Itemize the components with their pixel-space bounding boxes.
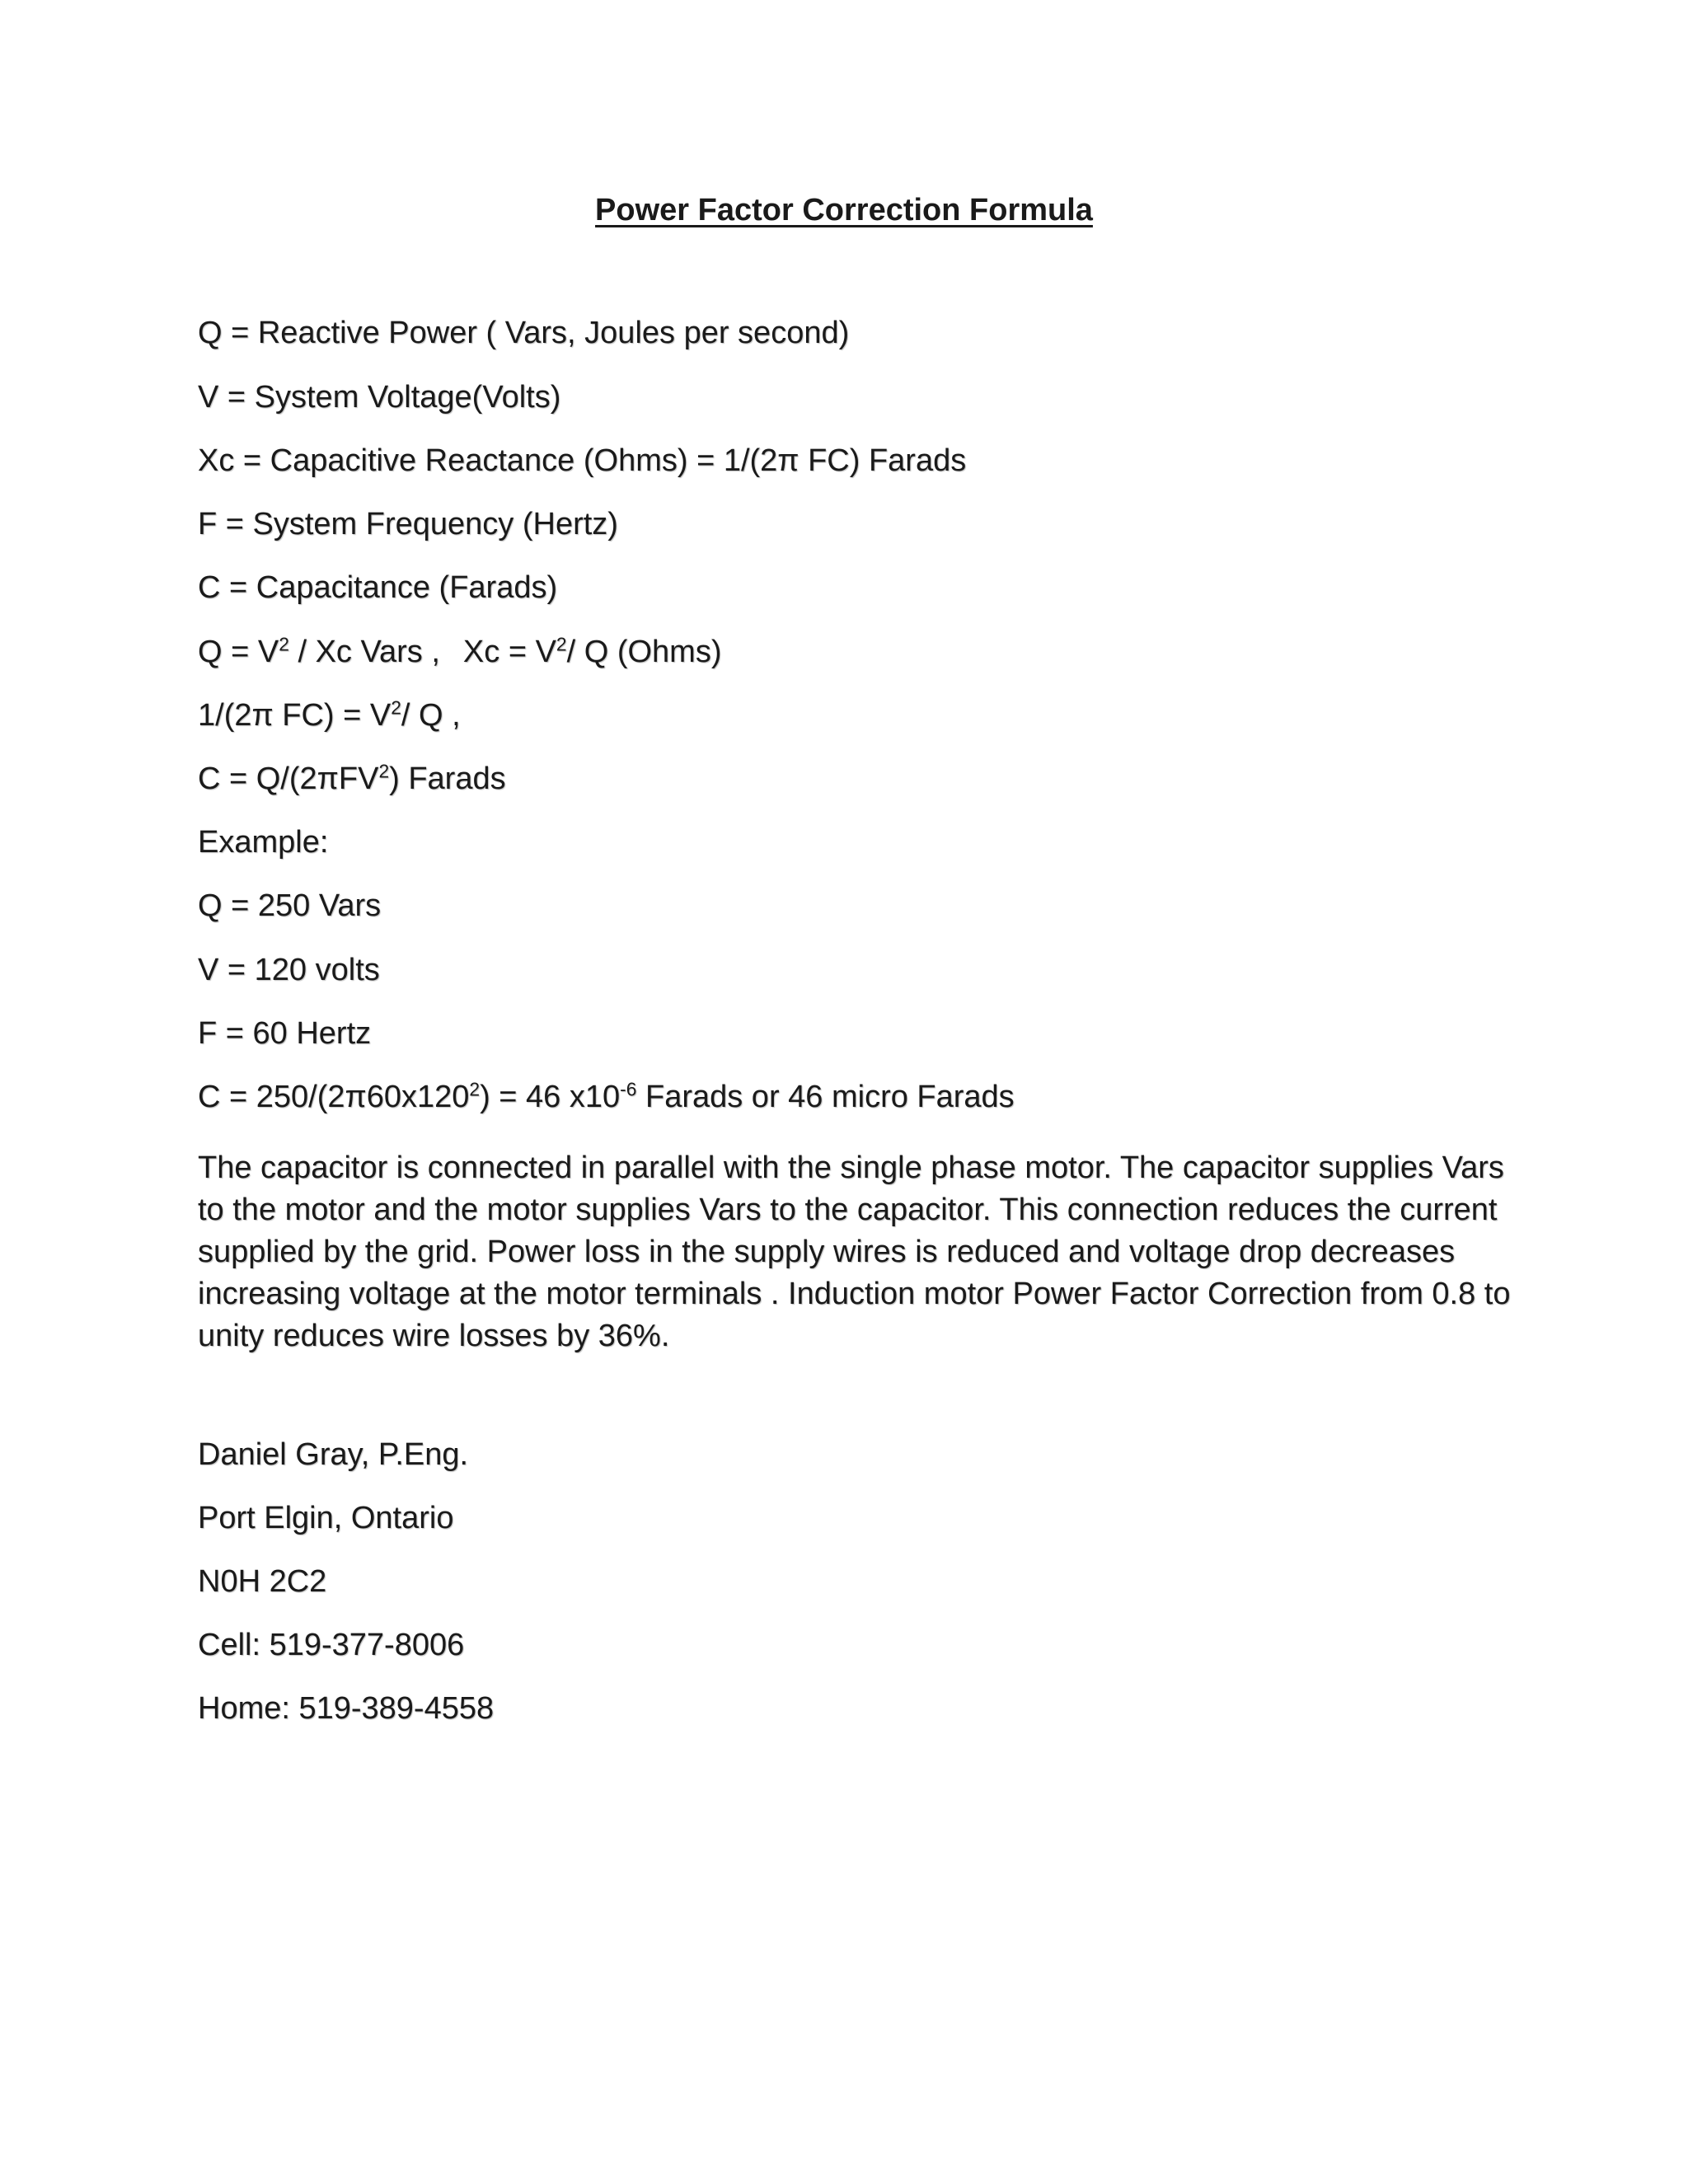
superscript: 2 — [279, 633, 289, 655]
page-title: Power Factor Correction Formula — [595, 193, 1093, 227]
paragraph-line: The capacitor is connected in parallel with the single phase motor. The capacitor supplies Vars — [198, 1151, 1504, 1185]
formula-text: C = Q/(2πFV — [198, 762, 379, 796]
signature-cell-phone: Cell: 519-377-8006 — [198, 1628, 465, 1662]
superscript: 2 — [469, 1078, 481, 1100]
formula-q-and-xc — [198, 633, 722, 671]
formula-reactance-equality — [198, 696, 461, 734]
superscript: -6 — [620, 1078, 637, 1100]
signature-name: Daniel Gray, P.Eng. — [198, 1437, 469, 1472]
explanation-paragraph — [198, 1147, 1511, 1357]
formula-text: / Xc Vars , — [288, 635, 440, 669]
formula-text: C = 250/(2π60x120 — [198, 1080, 470, 1114]
formula-text: Xc = V — [462, 635, 556, 669]
definition-q: Q = Reactive Power ( Vars, Joules per second) — [198, 316, 850, 350]
formula-text: ) = 46 x10 — [480, 1080, 621, 1114]
formula-text: ) Farads — [389, 762, 506, 796]
example-c — [198, 1078, 1015, 1116]
definition-c: C = Capacitance (Farads) — [198, 570, 558, 605]
definition-f: F = System Frequency (Hertz) — [198, 507, 618, 541]
definition-xc: Xc = Capacitive Reactance (Ohms) = 1/(2π FC) Farads — [198, 443, 967, 478]
paragraph-line: supplied by the grid. Power loss in the supply wires is reduced and voltage drop decreases — [198, 1235, 1456, 1269]
example-q: Q = 250 Vars — [198, 888, 382, 923]
paragraph-line: increasing voltage at the motor terminals . Induction motor Power Factor Correction from 0.8 to — [198, 1277, 1511, 1311]
superscript: 2 — [391, 696, 401, 719]
example-f: F = 60 Hertz — [198, 1016, 372, 1051]
paragraph-line: to the motor and the motor supplies Vars to the capacitor. This connection reduces the current — [198, 1193, 1498, 1227]
signature-city: Port Elgin, Ontario — [198, 1501, 454, 1535]
formula-text: Q = V — [198, 635, 279, 669]
superscript: 2 — [378, 760, 390, 782]
superscript: 2 — [556, 633, 567, 655]
example-v: V = 120 volts — [198, 953, 380, 987]
formula-text: / Q (Ohms) — [566, 635, 722, 669]
example-heading: Example: — [198, 825, 329, 860]
definition-v: V = System Voltage(Volts) — [198, 380, 561, 415]
formula-text: 1/(2π FC) = V — [198, 698, 392, 733]
signature-home-phone: Home: 519-389-4558 — [198, 1691, 495, 1726]
formula-text: / Q , — [401, 698, 461, 733]
paragraph-line: unity reduces wire losses by 36%. — [198, 1319, 670, 1353]
formula-capacitance — [198, 760, 506, 798]
signature-postal-code: N0H 2C2 — [198, 1564, 327, 1599]
formula-text: Farads or 46 micro Farads — [636, 1080, 1015, 1114]
